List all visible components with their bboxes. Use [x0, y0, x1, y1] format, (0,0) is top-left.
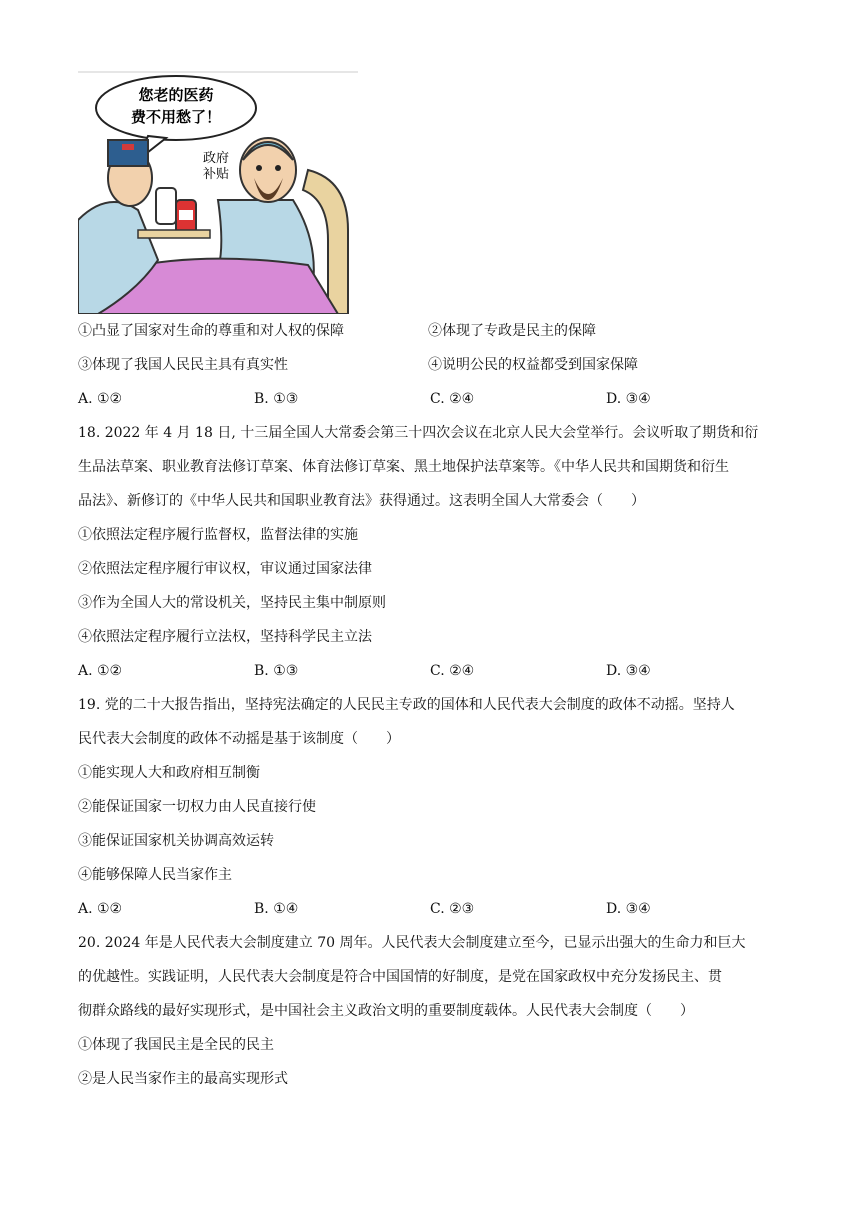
q18-stem-line-3: 品法》、新修订的《中华人民共和国职业教育法》获得通过。这表明全国人大常委会（ ）	[78, 493, 645, 509]
q20-stem-line-1: 20. 2024 年是人民代表大会制度建立 70 周年。人民代表大会制度建立至今，已显示出强大的生命力和巨大	[78, 935, 746, 951]
q17-statement-1: ①凸显了国家对生命的尊重和对人权的保障	[78, 323, 344, 339]
q20-stem-line-2: 的优越性。实践证明，人民代表大会制度是符合中国国情的好制度，是党在国家政权中充分发扬民主、贯	[78, 969, 722, 985]
q19-statement-1: ①能实现人大和政府相互制衡	[78, 765, 260, 781]
q17-option-c[interactable]: C. ②④	[430, 391, 475, 407]
q20-stem-line-3: 彻群众路线的最好实现形式，是中国社会主义政治文明的重要制度载体。人民代表大会制度（ ）	[78, 1003, 694, 1019]
speech-line-1: 您老的医药	[138, 86, 214, 104]
speech-line-2: 费不用愁了！	[130, 108, 222, 126]
q18-statement-2: ②依照法定程序履行审议权，审议通过国家法律	[78, 561, 372, 577]
q20-statement-2: ②是人民当家作主的最高实现形式	[78, 1071, 288, 1087]
q17-option-b[interactable]: B. ①③	[254, 391, 299, 407]
q19-statement-2: ②能保证国家一切权力由人民直接行使	[78, 799, 316, 815]
q19-statement-3: ③能保证国家机关协调高效运转	[78, 833, 274, 849]
q17-statement-3: ③体现了我国人民民主具有真实性	[78, 357, 288, 373]
q20-statement-1: ①体现了我国民主是全民的民主	[78, 1037, 274, 1053]
q17-statement-4: ④说明公民的权益都受到国家保障	[428, 357, 638, 373]
q19-option-d[interactable]: D. ③④	[606, 901, 651, 917]
q19-option-c[interactable]: C. ②③	[430, 901, 475, 917]
q18-option-b[interactable]: B. ①③	[254, 663, 299, 679]
q18-statement-4: ④依照法定程序履行立法权，坚持科学民主立法	[78, 629, 372, 645]
q17-option-d[interactable]: D. ③④	[606, 391, 651, 407]
q18-option-a[interactable]: A. ①②	[78, 663, 123, 679]
sign-line-2: 补贴	[203, 167, 230, 182]
sign-line-1: 政府	[203, 151, 230, 166]
q18-option-c[interactable]: C. ②④	[430, 663, 475, 679]
q19-stem-line-2: 民代表大会制度的政体不动摇是基于该制度（ ）	[78, 731, 400, 747]
q17-option-a[interactable]: A. ①②	[78, 391, 123, 407]
q18-statement-1: ①依照法定程序履行监督权，监督法律的实施	[78, 527, 358, 543]
q18-statement-3: ③作为全国人大的常设机关，坚持民主集中制原则	[78, 595, 386, 611]
q19-option-b[interactable]: B. ①④	[254, 901, 299, 917]
q18-stem-line-1: 18. 2022 年 4 月 18 日, 十三届全国人大常委会第三十四次会议在北京人民大会堂举行。会议听取了期货和衍	[78, 425, 759, 441]
q18-stem-line-2: 生品法草案、职业教育法修订草案、体育法修订草案、黑土地保护法草案等。《中华人民共和国期货和衍生	[78, 459, 729, 475]
q19-option-a[interactable]: A. ①②	[78, 901, 123, 917]
q19-stem-line-1: 19. 党的二十大报告指出，坚持宪法确定的人民民主专政的国体和人民代表大会制度的政体不动摇。坚持人	[78, 697, 735, 713]
q17-statement-2: ②体现了专政是民主的保障	[428, 323, 596, 339]
q18-option-d[interactable]: D. ③④	[606, 663, 651, 679]
q19-statement-4: ④能够保障人民当家作主	[78, 867, 232, 883]
cartoon-illustration	[78, 70, 358, 314]
